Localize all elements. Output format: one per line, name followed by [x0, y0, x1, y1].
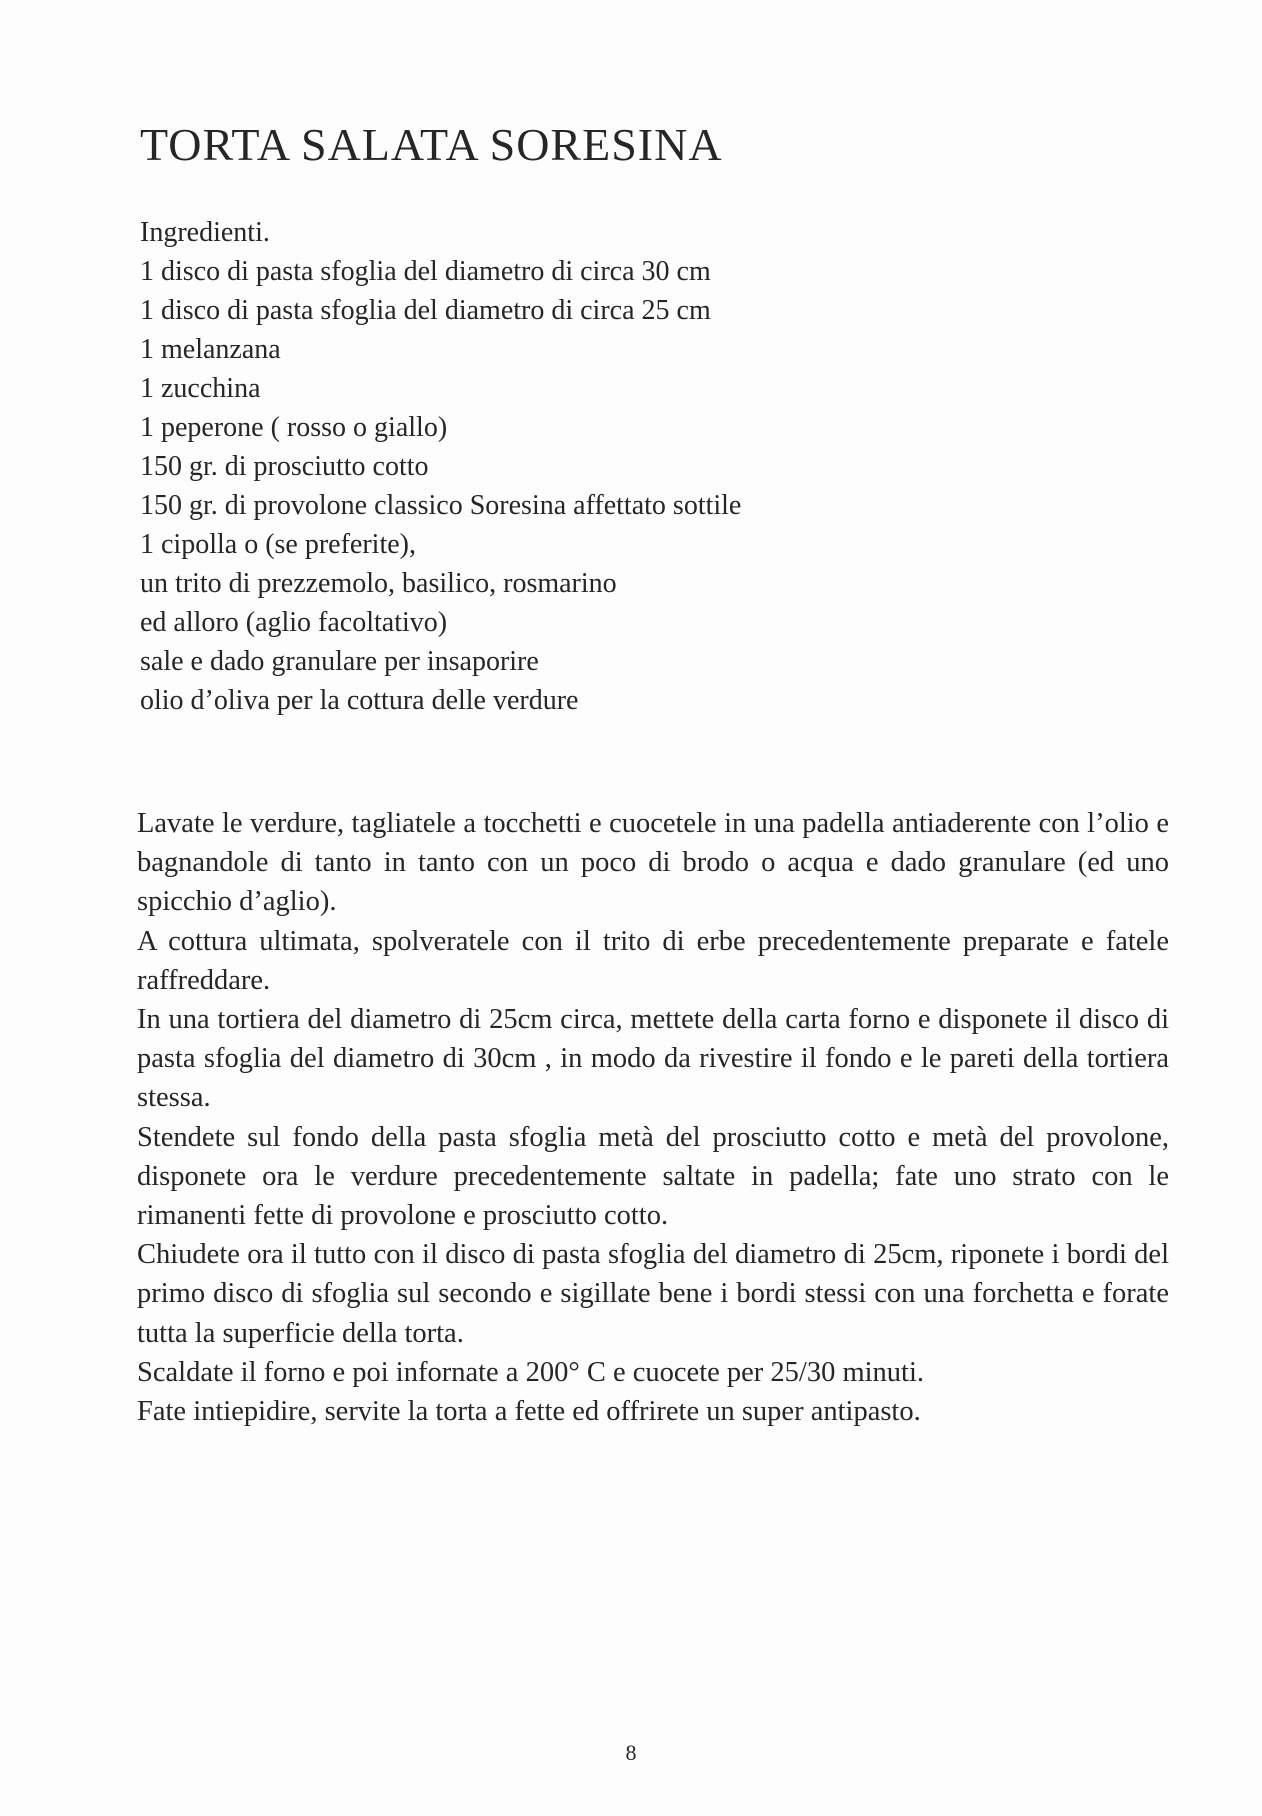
- ingredient-item: 1 zucchina: [140, 373, 261, 404]
- ingredient-item: 1 melanzana: [140, 334, 281, 365]
- ingredients-list: [140, 213, 741, 720]
- instruction-paragraph: Scaldate il forno e poi infornate a 200° C e cuocete per 25/30 minuti.: [137, 1356, 924, 1388]
- instruction-paragraph: A cottura ultimata, spolveratele con il trito di erbe precedentemente preparate e fatele raffreddare.: [137, 925, 1169, 996]
- instruction-paragraph: Chiudete ora il tutto con il disco di pasta sfoglia del diametro di 25cm, riponete i bordi del primo disco di sfoglia sul secondo e sigillate bene i bordi stessi con una forchetta e forate tutta la superficie della torta.: [137, 1239, 1169, 1349]
- ingredients-heading: Ingredienti.: [140, 217, 270, 248]
- ingredient-item: 1 disco di pasta sfoglia del diametro di circa 25 cm: [140, 295, 711, 326]
- ingredient-item: 1 disco di pasta sfoglia del diametro di circa 30 cm: [140, 256, 711, 287]
- page-number: 8: [625, 1740, 637, 1765]
- ingredient-item: ed alloro (aglio facoltativo): [140, 607, 448, 638]
- ingredient-item: 150 gr. di prosciutto cotto: [140, 451, 429, 482]
- instruction-paragraph: Lavate le verdure, tagliatele a tocchetti e cuocetele in una padella antiaderente con l’olio e bagnandole di tanto in tanto con un poco di brodo o acqua e dado granulare (ed uno spicchio d’aglio).: [137, 808, 1169, 918]
- ingredient-item: 1 cipolla o (se preferite),: [140, 529, 416, 560]
- ingredient-item: sale e dado granulare per insaporire: [140, 646, 539, 677]
- ingredient-item: olio d’oliva per la cottura delle verdure: [140, 685, 579, 716]
- instruction-paragraph: Stendete sul fondo della pasta sfoglia metà del prosciutto cotto e metà del provolone, disponete ora le verdure precedentemente saltate in padella; fate uno strato con le rimanenti fette di provolone e prosciutto cotto.: [137, 1121, 1169, 1232]
- ingredient-item: un trito di prezzemolo, basilico, rosmarino: [140, 568, 617, 599]
- instructions: [137, 804, 1169, 1431]
- ingredient-item: 150 gr. di provolone classico Soresina affettato sottile: [140, 490, 742, 521]
- recipe-title: TORTA SALATA SORESINA: [140, 119, 723, 170]
- instruction-paragraph: Fate intiepidire, servite la torta a fette ed offrirete un super antipasto.: [137, 1396, 921, 1428]
- ingredient-item: 1 peperone ( rosso o giallo): [140, 412, 448, 443]
- instruction-paragraph: In una tortiera del diametro di 25cm circa, mettete della carta forno e disponete il disco di pasta sfoglia del diametro di 30cm , in modo da rivestire il fondo e le pareti della tortiera stessa.: [137, 1004, 1169, 1114]
